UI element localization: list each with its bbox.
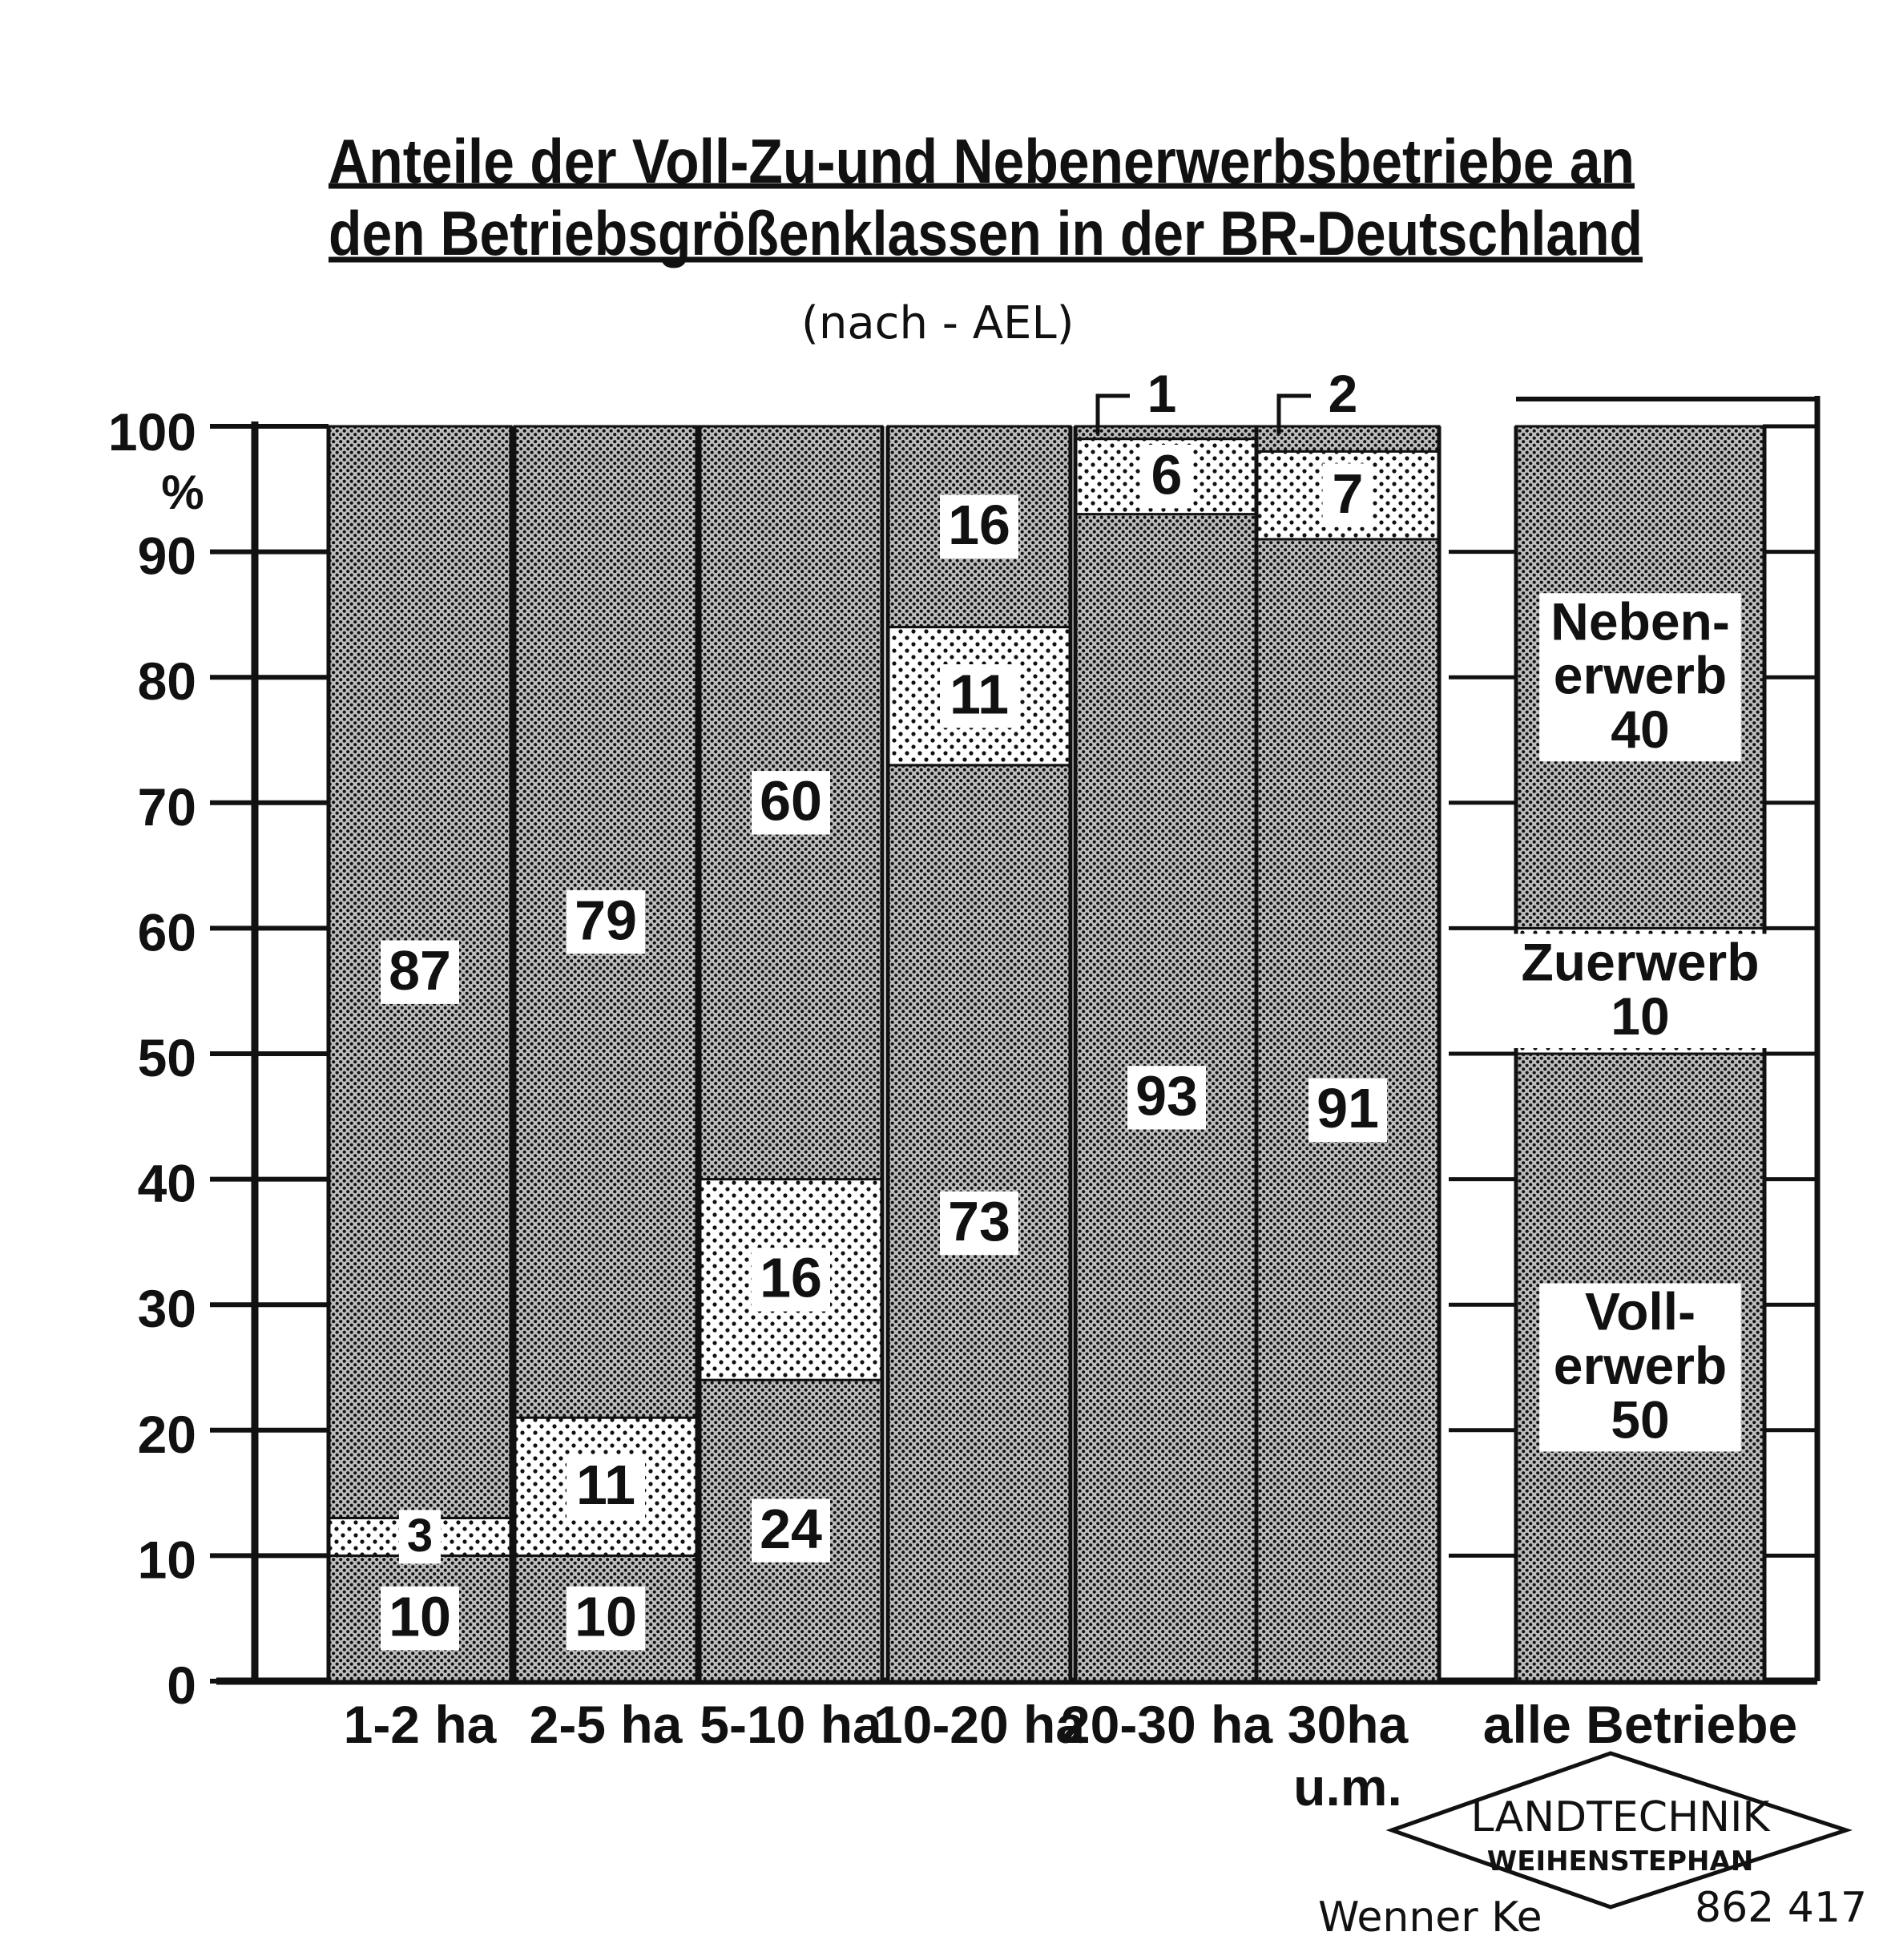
y-tick-label: 40	[137, 1153, 196, 1213]
y-tick-label: 50	[137, 1028, 196, 1087]
data-label	[752, 1498, 830, 1563]
data-label-text: 10	[575, 1585, 637, 1648]
y-tick-label: 0	[167, 1656, 196, 1715]
series-label-vollerwerb-text: erwerb	[1553, 1335, 1728, 1395]
data-label	[399, 1510, 441, 1564]
data-label-text: 60	[760, 769, 822, 833]
series-label-zuerwerb-text: 10	[1611, 986, 1670, 1046]
callout-label: 1	[1147, 364, 1177, 423]
data-label	[940, 494, 1018, 559]
category-label: 30ha	[1287, 1695, 1409, 1754]
series-label-zuerwerb-text: Zuerwerb	[1521, 932, 1760, 992]
bar-5	[1075, 426, 1258, 1681]
category-label: 5-10 ha	[700, 1695, 882, 1754]
y-tick-label: 10	[137, 1530, 196, 1590]
data-label-text: 3	[406, 1509, 433, 1562]
bar-4	[888, 426, 1071, 1681]
logo-text-landtechnik: LANDTECHNIK	[1470, 1793, 1770, 1841]
y-tick-label: 20	[137, 1404, 196, 1464]
data-label	[1323, 462, 1373, 527]
title-line-2: den Betriebsgrößenklassen in der BR-Deutschland	[329, 198, 1643, 268]
y-tick-label: 100	[107, 402, 196, 462]
bar-3	[700, 426, 882, 1681]
data-label	[1308, 1077, 1387, 1142]
category-label: 1-2 ha	[343, 1695, 497, 1754]
series-label-nebenerwerb-text: Neben-	[1550, 591, 1730, 651]
y-tick-label: 90	[137, 526, 196, 586]
category-label: alle Betriebe	[1482, 1695, 1798, 1754]
category-label: 20-30 ha	[1060, 1695, 1273, 1754]
series-label-nebenerwerb	[1539, 591, 1741, 761]
data-label	[752, 770, 830, 835]
bars-group	[329, 364, 1772, 1681]
data-label	[752, 1247, 830, 1312]
series-label-zuerwerb	[1508, 933, 1773, 1049]
logo-text-weihenstephan: WEIHENSTEPHAN	[1486, 1845, 1754, 1877]
data-label-text: 91	[1317, 1077, 1379, 1140]
data-label-text: 11	[576, 1453, 635, 1516]
bar-1	[329, 426, 511, 1681]
data-label	[1127, 1065, 1206, 1130]
bar-6	[1256, 426, 1439, 1681]
callout-5	[1098, 364, 1176, 434]
bar-segment-nebenerwerb	[1075, 426, 1258, 439]
data-label-text: 7	[1332, 462, 1364, 525]
data-label-text: 24	[760, 1497, 822, 1560]
series-label-nebenerwerb-text: erwerb	[1553, 645, 1728, 705]
data-label-text: 11	[950, 663, 1009, 726]
category-label: 10-20 ha	[873, 1695, 1086, 1754]
catalog-number: 862 417	[1695, 1884, 1868, 1932]
data-label	[381, 1585, 459, 1650]
data-label	[567, 1454, 645, 1518]
data-label	[381, 939, 459, 1004]
author-text: Wenner Ke	[1318, 1893, 1542, 1942]
data-label-text: 93	[1135, 1064, 1198, 1127]
callout-label: 2	[1328, 364, 1358, 423]
series-label-nebenerwerb-text: 40	[1611, 699, 1670, 759]
data-label-text: 10	[389, 1585, 451, 1648]
y-tick-label: 30	[137, 1279, 196, 1339]
data-label	[567, 889, 645, 954]
series-label-vollerwerb-text: Voll-	[1584, 1281, 1696, 1341]
category-label: u.m.	[1293, 1757, 1402, 1817]
y-tick-label: 60	[137, 902, 196, 962]
data-label	[1142, 443, 1192, 508]
chart-subtitle: (nach - AEL)	[801, 297, 1075, 349]
y-tick-label: 80	[137, 651, 196, 712]
y-axis-unit-label: %	[161, 466, 204, 519]
data-label-text: 87	[389, 938, 451, 1002]
chart-title	[329, 126, 1643, 268]
data-label-text: 73	[948, 1190, 1010, 1253]
callout-6	[1279, 364, 1357, 434]
series-label-vollerwerb	[1539, 1282, 1741, 1452]
title-line-1: Anteile der Voll-Zu-und Nebenerwerbsbetriebe an	[329, 126, 1635, 196]
data-label-text: 6	[1151, 443, 1183, 506]
data-label	[940, 1190, 1018, 1255]
bar-segment-nebenerwerb	[1256, 426, 1439, 451]
data-label-text: 16	[948, 493, 1010, 556]
category-label: 2-5 ha	[529, 1695, 683, 1754]
y-tick-label: 70	[137, 776, 196, 837]
data-label-text: 16	[760, 1246, 822, 1309]
data-label	[567, 1585, 645, 1650]
data-label	[940, 663, 1018, 728]
series-label-vollerwerb-text: 50	[1611, 1389, 1670, 1450]
data-label-text: 79	[575, 889, 637, 952]
